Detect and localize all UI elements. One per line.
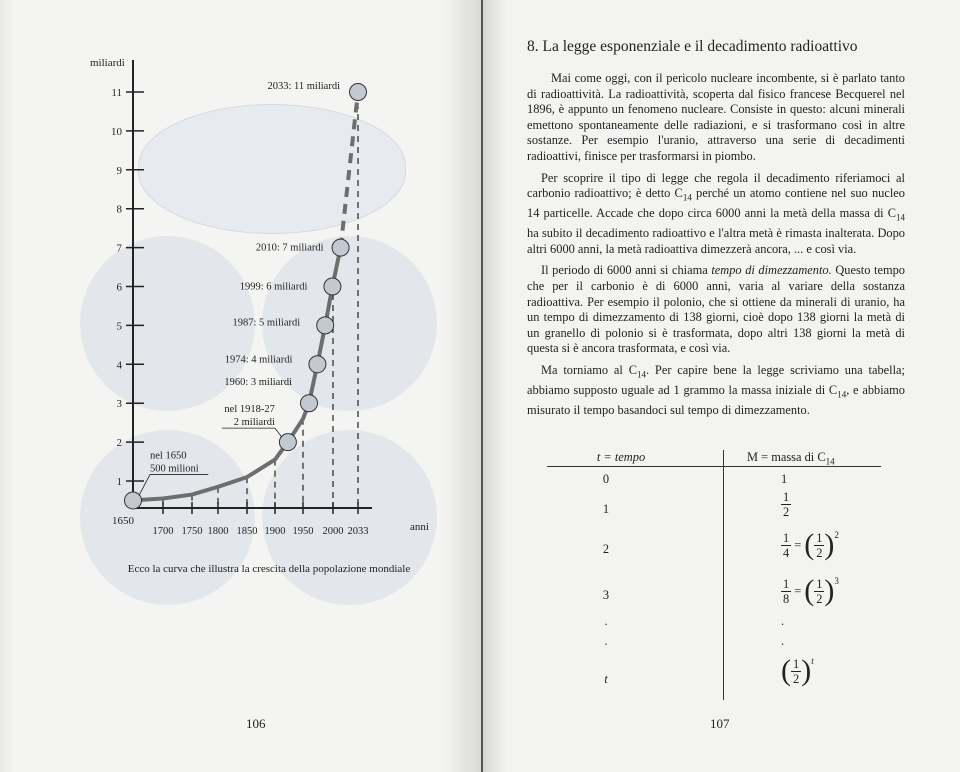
x-tick-label: 1900 [264,526,286,537]
x-tick-label: 1850 [236,526,258,537]
data-point-marker [279,434,296,451]
figure-caption: Ecco la curva che illustra la crescita della popolazione mondiale [127,563,411,575]
table-cell-m: $\frac{1}{2}$ [783,490,790,519]
x-tick-label: 2033 [347,526,369,537]
table-cell-m: ( $\frac{1}{2}$ ) $^t$ [781,654,814,687]
y-tick-label: 10 [111,125,122,138]
data-point-marker [317,317,334,334]
label-leader [275,428,282,437]
section-heading: 8. La legge esponenziale e il decadimento radioattivo [527,38,858,55]
data-point-marker [301,395,318,412]
page-number: 107 [710,716,730,731]
table-header-rule [547,466,881,467]
data-point-marker [332,239,349,256]
table-cell-t: 2 [602,542,610,556]
y-tick-label: 11 [111,87,122,99]
table-cell-m: $\frac{1}{4}$ = ( $\frac{1}{2}$ ) $^2$ [783,528,839,561]
y-tick-label: 7 [116,242,122,255]
table-cell-m: . [781,614,785,628]
table-header-time: t = tempo [596,450,646,464]
data-label: 2 miliardi [233,417,275,429]
table-column-rule [723,450,724,700]
x-origin-label: 1650 [112,515,134,527]
x-axis-label: anni [410,521,429,533]
data-label: 1999: 6 miliardi [239,281,308,293]
decay-table [541,450,881,710]
paragraph: Per scoprire il tipo di legge che regola il decadimento riferiamoci al carbonio radioattivo; è detto $C_{14}$ perché un atomo contiene nel suo nucleo 14 particelle. Accade che dopo circa 6000 anni la metà della massa di $C_{14}$ ha subito il decadimento radioattivo e l'altra metà è rimasta inalterata. Dopo altri 6000 anni, la metà radioattiva dimezzerà ancora, ... e così via. [527,170,905,256]
chart-markers [125,81,367,509]
table-cell-m: $\frac{1}{8}$ = ( $\frac{1}{2}$ ) $^3$ [783,574,839,607]
label-leader [139,474,150,495]
curve-projection [341,92,358,248]
data-label: 1974: 4 miliardi [224,354,293,366]
table-cell-m: 1 [781,472,788,486]
data-label: 500 milioni [150,463,199,475]
table-cell-t: 0 [602,472,610,486]
x-tick-label: 1750 [181,526,203,537]
data-point-marker [324,278,341,295]
paragraph: Ma torniamo al $C_{14}$. Per capire bene la legge scriviamo una tabella; abbiamo supposto uguale ad 1 grammo la massa iniziale di $C_{14}$, e abbiamo misurato il tempo basandoci sul tempo di dimezzamento. [527,363,905,418]
x-tick-label: 1700 [152,526,174,537]
population-curve [133,92,358,500]
data-point-marker [309,356,326,373]
data-label: 2010: 7 miliardi [255,242,324,254]
x-tick-label: 1950 [292,526,314,537]
data-label: 1987: 5 miliardi [232,317,301,329]
paragraph: Il periodo di 6000 anni si chiama tempo di dimezzamento. Questo tempo che per il carbonio è di 6000 anni, varia al variare della sostanza radioattiva. Per esempio il polonio, che si ottiene da minerali di uranio, ha un tempo di dimezzamento di 138 giorni, cioè dopo 138 giorni la metà di un granello di polonio si è trasformata, dopo altri 138 giorni la metà di questa si è ancora trasformata, e così via. [527,263,905,356]
table-cell-t: 1 [602,502,610,516]
y-tick-label: 2 [116,437,122,450]
table-cell-t: . [604,634,608,648]
x-tick-label: 2000 [322,526,344,537]
y-tick-label: 5 [116,320,122,333]
data-label: 1960: 3 miliardi [224,377,292,389]
table-cell-t: . [604,614,608,628]
body-text [527,71,905,425]
y-tick-label: 9 [116,164,122,177]
data-label: nel 1650 [150,450,187,462]
data-point-marker [350,84,367,101]
table-header-mass: M = massa di $C_{14}$ [747,450,835,467]
table-cell-t: t [604,672,608,686]
table-cell-t: 3 [602,588,610,602]
population-chart [0,0,481,560]
y-tick-label: 8 [116,203,122,216]
data-label: 2033: 11 miliardi [267,81,340,92]
y-tick-label: 6 [116,281,122,294]
data-point-marker [125,492,142,509]
data-label: nel 1918-27 [224,404,275,416]
y-tick-label: 1 [116,476,122,488]
page-number: 106 [246,716,266,731]
table-cell-m: . [781,634,785,648]
x-tick-label: 1800 [207,526,229,537]
paragraph: Mai come oggi, con il pericolo nucleare incombente, si è parlato tanto di radioattività. La radioattività, scoperta dal fisico francese Becquerel nel 1896, è appunto un fenomeno nucleare. Consiste in questo: alcuni minerali emettono spontaneamente delle radiazioni, e si trasformano così in altre sostanze. Per esempio l'uranio, attraverso una serie di decadimenti radioattivi, finisce per trasformarsi in piombo. [527,71,905,163]
y-tick-label: 3 [116,398,122,411]
y-tick-label: 4 [116,359,122,372]
y-axis-label: miliardi [90,57,125,69]
